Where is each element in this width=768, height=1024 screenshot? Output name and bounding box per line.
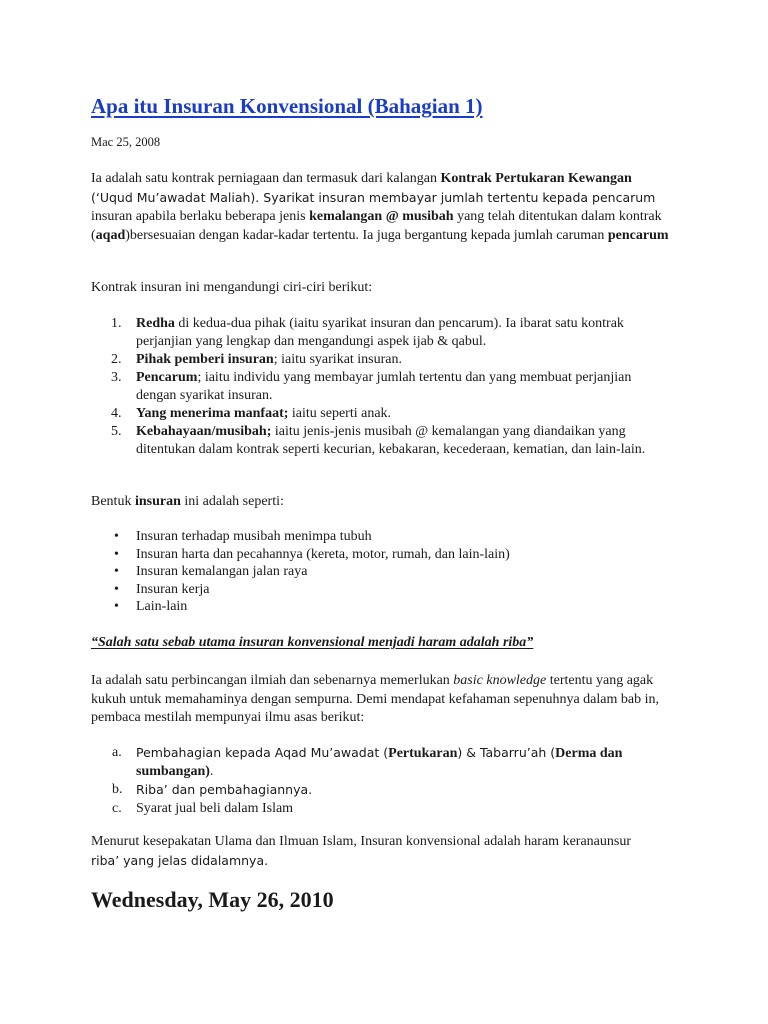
intro-text-4: yang telah ditentukan dalam kontrak ( [91,209,662,243]
list-item [91,781,661,800]
type-text: Insuran kemalangan jalan raya [136,564,308,579]
basics-bold: Derma dan sumbangan) [136,746,623,779]
intro-bold-aqad: aqad [95,227,126,243]
intro-bold-kontrak: Kontrak Pertukaran Kewangan [440,171,632,186]
list-letter: b. [112,782,123,797]
intro-text-5: )bersesuaian dengan kadar-kadar tertentu. Ia juga bergantung kepada jumlah caruman [125,227,608,243]
basics-text: Pembahagian kepada Aqad Mu’awadat ( [136,745,389,760]
post-date: Mac 25, 2008 [91,135,161,149]
basics-text: Riba’ dan pembahagiannya. [136,782,313,797]
feature-text: ; iaitu syarikat insuran. [273,352,403,367]
list-letter: a. [112,745,122,760]
type-text: Insuran kerja [136,581,210,597]
feature-term: Yang menerima manfaat; [136,406,289,421]
features-intro: Kontrak insuran ini mengandungi ciri-ciri berikut: [91,280,373,295]
types-intro-text-1: Bentuk [91,494,135,509]
list-item [91,351,661,369]
feature-term: Pencarum [136,370,198,385]
post-title-link[interactable]: Apa itu Insuran Konvensional (Bahagian 1) [91,94,483,118]
bullet-icon: • [114,581,119,597]
list-item [91,563,510,581]
basics-text: . [209,764,214,779]
feature-text: iaitu seperti anak. [288,406,392,421]
list-number: 4. [111,406,122,421]
bullet-icon: • [114,529,119,544]
types-intro [91,493,691,512]
types-intro-text-2: ini adalah seperti: [180,494,284,509]
intro-text-2: (‘Uqud Mu’awadat Maliah). Syarikat insuran membayar jumlah tertentu kepada pencarum [91,189,656,205]
list-item [91,598,510,616]
riba-quote: “Salah satu sebab utama insuran konvensional menjadi haram adalah riba” [91,635,534,650]
list-item [91,800,661,818]
list-number: 3. [111,370,122,385]
discussion-text-2: tertentu yang agak kukuh untuk memahaminya dengan sempurna. Demi mendapat kefahaman sepenuhnya dalam bab in, pembaca mestilah mempunyai ilmu asas berikut: [91,673,659,725]
date-header: Wednesday, May 26, 2010 [91,887,334,912]
discussion-text-1: Ia adalah satu perbincangan ilmiah dan sebenarnya memerlukan [91,673,454,688]
types-list [91,528,510,616]
bullet-icon: • [114,599,119,614]
type-text: Insuran harta dan pecahannya (kereta, motor, rumah, dan lain-lain) [136,546,510,562]
list-letter: c. [112,801,122,816]
list-number: 5. [111,424,122,439]
list-item [91,369,661,405]
list-number: 1. [111,316,122,331]
list-item [91,405,661,423]
discussion-italic: basic knowledge [453,673,547,688]
conclusion-text-2: riba’ yang jelas didalamnya. [91,852,269,868]
type-text: Insuran terhadap musibah menimpa tubuh [136,529,372,544]
list-item [91,423,661,459]
features-list [91,315,661,459]
intro-bold-kemalangan: kemalangan @ musibah [309,209,454,224]
conclusion-paragraph [91,833,691,871]
types-intro-bold: insuran [134,494,181,509]
list-item [91,546,510,564]
feature-term: Pihak pemberi insuran [136,352,274,367]
intro-bold-pencarum: pencarum [607,227,669,243]
list-item [91,528,510,546]
list-item [91,744,661,781]
conclusion-text-1: Menurut kesepakatan Ulama dan Ilmuan Islam, Insuran konvensional adalah haram keranaunsur [91,834,631,849]
list-item [91,581,510,599]
discussion-paragraph [91,672,691,728]
feature-text: di kedua-dua pihak (iaitu syarikat insuran dan pencarum). Ia ibarat satu kontrak perjanjian yang lengkap dan mengandungi aspek ijab & qabul. [136,316,624,349]
basics-text: ) & Tabarru’ah ( [457,745,556,760]
feature-term: Kebahayaan/musibah; [136,424,272,439]
feature-text: iaitu jenis-jenis musibah @ kemalangan yang diandaikan yang ditentukan dalam kontrak seperti kecurian, kebakaran, kecederaan, kematian, dan lain-lain. [136,424,646,457]
intro-text-3: insuran apabila berlaku beberapa jenis [91,209,310,224]
intro-text-1: Ia adalah satu kontrak perniagaan dan termasuk dari kalangan [91,171,441,186]
feature-term: Redha [136,316,175,331]
list-item [91,315,661,351]
feature-text: ; iaitu individu yang membayar jumlah tertentu dan yang membuat perjanjian dengan syarikat insuran. [136,370,632,403]
basics-bold: Pertukaran [388,746,458,761]
basics-text: Syarat jual beli dalam Islam [136,801,294,816]
bullet-icon: • [114,564,119,579]
basics-list [91,744,661,818]
type-text: Lain-lain [136,599,188,614]
list-number: 2. [111,352,122,367]
bullet-icon: • [114,546,119,562]
intro-paragraph [91,170,691,245]
